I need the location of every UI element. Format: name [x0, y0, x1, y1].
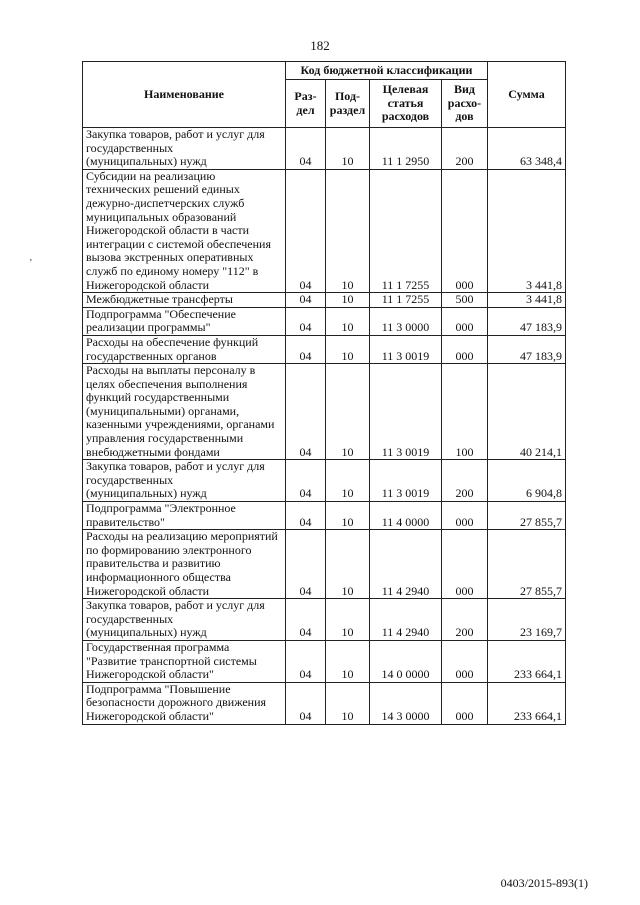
- cell-razdel: 04: [286, 335, 326, 363]
- cell-target-article: 11 3 0000: [370, 307, 442, 335]
- cell-razdel: 04: [286, 364, 326, 460]
- cell-target-article: 11 3 0019: [370, 335, 442, 363]
- table-row: [83, 599, 566, 641]
- cell-sum: 23 169,7: [488, 599, 566, 641]
- cell-sum: 27 855,7: [488, 502, 566, 530]
- header-vid: Вид расхо- дов: [442, 80, 488, 128]
- cell-name: Подпрограмма "Обеспечение реализации программы": [83, 307, 286, 335]
- cell-target-article: 11 4 2940: [370, 599, 442, 641]
- header-summa: Сумма: [488, 62, 566, 128]
- cell-podrazdel: 10: [326, 460, 370, 502]
- cell-expense-type: 000: [442, 169, 488, 292]
- header-razdel: Раз- дел: [286, 80, 326, 128]
- cell-razdel: 04: [286, 640, 326, 682]
- cell-razdel: 04: [286, 293, 326, 308]
- cell-target-article: 11 3 0019: [370, 460, 442, 502]
- cell-razdel: 04: [286, 460, 326, 502]
- cell-sum: 233 664,1: [488, 682, 566, 724]
- header-podrazdel: Под- раздел: [326, 80, 370, 128]
- cell-razdel: 04: [286, 169, 326, 292]
- table-row: [83, 364, 566, 460]
- cell-sum: 6 904,8: [488, 460, 566, 502]
- cell-podrazdel: 10: [326, 307, 370, 335]
- cell-target-article: 14 0 0000: [370, 640, 442, 682]
- cell-podrazdel: 10: [326, 599, 370, 641]
- stray-mark: ': [30, 258, 32, 269]
- cell-podrazdel: 10: [326, 293, 370, 308]
- table-row: [83, 293, 566, 308]
- cell-podrazdel: 10: [326, 502, 370, 530]
- cell-expense-type: 500: [442, 293, 488, 308]
- cell-sum: 3 441,8: [488, 169, 566, 292]
- cell-razdel: 04: [286, 682, 326, 724]
- header-celevaya: Целевая статья расходов: [370, 80, 442, 128]
- page-number: 182: [310, 38, 330, 53]
- cell-target-article: 11 4 2940: [370, 530, 442, 599]
- cell-name: Закупка товаров, работ и услуг для государственных (муниципальных) нужд: [83, 460, 286, 502]
- cell-expense-type: 200: [442, 599, 488, 641]
- cell-podrazdel: 10: [326, 364, 370, 460]
- cell-razdel: 04: [286, 128, 326, 170]
- budget-table: [82, 61, 566, 725]
- cell-name: Расходы на реализацию мероприятий по формированию электронного правительства и развитию информационного общества Нижегородской области: [83, 530, 286, 599]
- cell-expense-type: 200: [442, 128, 488, 170]
- cell-razdel: 04: [286, 599, 326, 641]
- cell-target-article: 14 3 0000: [370, 682, 442, 724]
- table-row: [83, 169, 566, 292]
- cell-expense-type: 200: [442, 460, 488, 502]
- cell-podrazdel: 10: [326, 169, 370, 292]
- table-row: [83, 307, 566, 335]
- cell-expense-type: 000: [442, 335, 488, 363]
- cell-podrazdel: 10: [326, 640, 370, 682]
- header-code-group: Код бюджетной классификации: [286, 62, 488, 80]
- cell-name: Закупка товаров, работ и услуг для государственных (муниципальных) нужд: [83, 128, 286, 170]
- cell-target-article: 11 1 2950: [370, 128, 442, 170]
- table-row: [83, 502, 566, 530]
- header-name: Наименование: [83, 62, 286, 128]
- cell-expense-type: 100: [442, 364, 488, 460]
- cell-expense-type: 000: [442, 530, 488, 599]
- cell-sum: 233 664,1: [488, 640, 566, 682]
- table-row: [83, 460, 566, 502]
- table-row: [83, 128, 566, 170]
- cell-expense-type: 000: [442, 682, 488, 724]
- cell-podrazdel: 10: [326, 128, 370, 170]
- cell-name: Подпрограмма "Электронное правительство": [83, 502, 286, 530]
- cell-target-article: 11 3 0019: [370, 364, 442, 460]
- cell-sum: 27 855,7: [488, 530, 566, 599]
- cell-target-article: 11 1 7255: [370, 169, 442, 292]
- cell-expense-type: 000: [442, 307, 488, 335]
- cell-sum: 47 183,9: [488, 335, 566, 363]
- cell-expense-type: 000: [442, 502, 488, 530]
- cell-name: Подпрограмма "Повышение безопасности дорожного движения Нижегородской области": [83, 682, 286, 724]
- cell-podrazdel: 10: [326, 335, 370, 363]
- cell-name: Расходы на выплаты персоналу в целях обеспечения выполнения функций государственными (муниципальными) органами, казенными учреждениями, органами управления государственными внебюджетными фондами: [83, 364, 286, 460]
- cell-sum: 40 214,1: [488, 364, 566, 460]
- table-row: [83, 682, 566, 724]
- cell-target-article: 11 4 0000: [370, 502, 442, 530]
- table-row: [83, 640, 566, 682]
- cell-sum: 3 441,8: [488, 293, 566, 308]
- cell-sum: 63 348,4: [488, 128, 566, 170]
- cell-razdel: 04: [286, 530, 326, 599]
- cell-razdel: 04: [286, 502, 326, 530]
- cell-name: Субсидии на реализацию технических решений единых дежурно-диспетчерских служб муниципальных образований Нижегородской области в части интеграции с системой обеспечения вызова экстренных оперативных служб по единому номеру "112" в Нижегородской области: [83, 169, 286, 292]
- cell-name: Закупка товаров, работ и услуг для государственных (муниципальных) нужд: [83, 599, 286, 641]
- cell-sum: 47 183,9: [488, 307, 566, 335]
- cell-name: Государственная программа "Развитие транспортной системы Нижегородской области": [83, 640, 286, 682]
- cell-target-article: 11 1 7255: [370, 293, 442, 308]
- cell-name: Межбюджетные трансферты: [83, 293, 286, 308]
- cell-podrazdel: 10: [326, 530, 370, 599]
- table-row: [83, 335, 566, 363]
- table-row: [83, 530, 566, 599]
- cell-name: Расходы на обеспечение функций государственных органов: [83, 335, 286, 363]
- cell-razdel: 04: [286, 307, 326, 335]
- document-code: 0403/2015-893(1): [500, 876, 588, 890]
- cell-expense-type: 000: [442, 640, 488, 682]
- cell-podrazdel: 10: [326, 682, 370, 724]
